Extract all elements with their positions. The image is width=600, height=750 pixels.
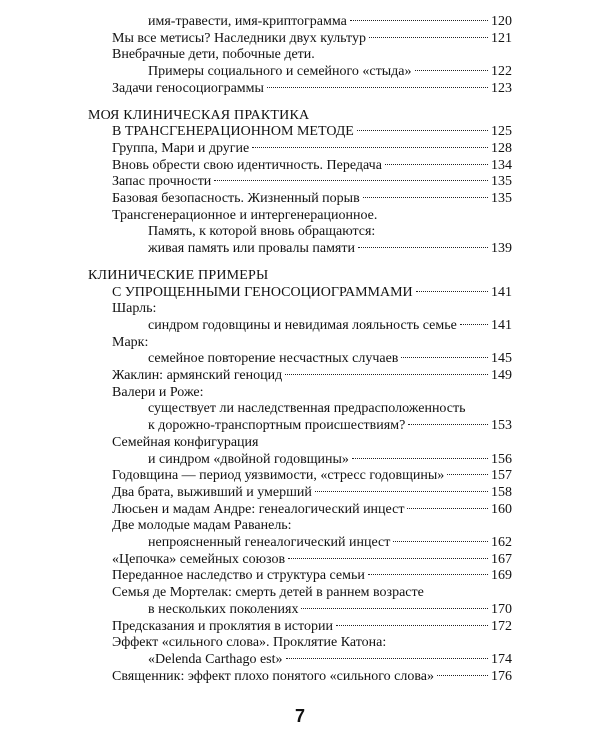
- toc-entry-page: 141: [491, 317, 512, 333]
- toc-entry-title: Валери и Роже:: [112, 384, 204, 400]
- toc-entry: [112, 619, 512, 635]
- toc-entry-title: Трансгенерационное и интергенерационное.: [112, 207, 378, 223]
- toc-entry: [148, 318, 512, 334]
- toc-entry: [112, 485, 512, 501]
- dot-leader: [447, 474, 488, 475]
- toc-entry: [112, 669, 512, 685]
- toc-entry: [148, 351, 512, 367]
- toc-entry-page: 157: [491, 468, 512, 484]
- toc-entry-title: и синдром «двойной годовщины»: [148, 451, 349, 467]
- toc-entry: [148, 535, 512, 551]
- section-title: МОЯ КЛИНИЧЕСКАЯ ПРАКТИКА: [88, 107, 310, 123]
- toc-entry-page: 176: [491, 668, 512, 684]
- toc-entry: [112, 31, 512, 47]
- toc-entry-title: Примеры социального и семейного «стыда»: [148, 64, 412, 80]
- dot-leader: [369, 37, 488, 38]
- toc-entry-title: семейное повторение несчастных случаев: [148, 351, 399, 367]
- toc-entry: [112, 335, 512, 351]
- dot-leader: [407, 508, 488, 509]
- toc-entry-title: Базовая безопасность. Жизненный порыв: [112, 191, 360, 206]
- dot-leader: [252, 147, 488, 148]
- toc-entry-page: 123: [491, 80, 512, 96]
- dot-leader: [352, 458, 488, 459]
- toc-entry: [148, 224, 512, 240]
- toc-entry-page: 125: [491, 124, 512, 140]
- toc-entry-page: 145: [491, 351, 512, 367]
- toc-entry: [112, 585, 512, 601]
- dot-leader: [350, 20, 488, 21]
- toc-entry: [112, 158, 512, 174]
- toc-entry-title: Запас прочности: [112, 174, 212, 190]
- toc-entry: [112, 141, 512, 157]
- toc-entry-page: 162: [491, 535, 512, 550]
- toc-entry-title: В ТРАНСГЕНЕРАЦИОННОМ МЕТОДЕ: [112, 124, 354, 140]
- toc-entry: [148, 401, 512, 417]
- toc-entry-title: Вновь обрести свою идентичность. Передача: [112, 157, 382, 173]
- toc-entry: [112, 518, 512, 534]
- toc-entry-page: 170: [491, 601, 512, 617]
- dot-leader: [415, 70, 489, 71]
- toc-entry-page: 120: [491, 14, 512, 29]
- toc-entry-title: к дорожно-транспортным происшествиям?: [148, 418, 406, 434]
- toc-entry-title: Переданное наследство и структура семьи: [112, 568, 365, 584]
- toc-entry-page: 122: [491, 64, 512, 80]
- dot-leader: [285, 374, 488, 375]
- dot-leader: [437, 675, 488, 676]
- toc-section-heading: [88, 268, 512, 284]
- toc-entry: [148, 452, 512, 468]
- toc-entry-page: 149: [491, 368, 512, 383]
- toc-entry-title: Мы все метисы? Наследники двух культур: [112, 30, 366, 46]
- toc-entry: [148, 64, 512, 80]
- toc-entry-page: 121: [491, 30, 512, 46]
- dot-leader: [358, 247, 488, 248]
- toc-entry: [112, 285, 512, 301]
- toc-entry-title: Священник: эффект плохо понятого «сильного слова»: [112, 668, 434, 684]
- toc-entry: [112, 301, 512, 317]
- toc-entry-page: 156: [491, 451, 512, 467]
- toc-entry: [112, 468, 512, 484]
- toc-entry: [112, 635, 512, 651]
- toc-entry-page: 158: [491, 484, 512, 500]
- toc-entry-page: 141: [491, 284, 512, 300]
- dot-leader: [315, 491, 488, 492]
- toc-entry-page: 153: [491, 418, 512, 434]
- toc-entry-title: имя-травести, имя-криптограмма: [148, 14, 347, 29]
- toc-entry-page: 135: [491, 174, 512, 190]
- toc-entry-title: Задачи геносоциограммы: [112, 80, 264, 96]
- toc-entry: [148, 602, 512, 618]
- toc-entry-title: Два брата, выживший и умерший: [112, 484, 312, 500]
- dot-leader: [416, 291, 488, 292]
- dot-leader: [363, 197, 488, 198]
- toc-entry-title: непроясненный генеалогический инцест: [148, 535, 391, 550]
- dot-leader: [393, 541, 488, 542]
- toc-entry: [148, 14, 512, 30]
- dot-leader: [385, 164, 488, 165]
- toc-entry: [112, 385, 512, 401]
- toc-entry-title: Годовщина — период уязвимости, «стресс годовщины»: [112, 468, 445, 484]
- toc-entry-page: 169: [491, 568, 512, 584]
- dot-leader: [301, 608, 488, 609]
- dot-leader: [267, 87, 488, 88]
- toc-entry-title: Люсьен и мадам Андре: генеалогический инцест: [112, 501, 405, 517]
- toc-entry-page: 172: [491, 618, 512, 634]
- toc-entry-title: живая память или провалы памяти: [148, 241, 355, 257]
- toc-entry: [148, 652, 512, 668]
- toc-entry-page: 134: [491, 157, 512, 173]
- dot-leader: [368, 574, 488, 575]
- toc-entry: [112, 124, 512, 140]
- toc-entry-page: 167: [491, 551, 512, 567]
- toc-entry-page: 139: [491, 241, 512, 257]
- toc-entry-title: Марк:: [112, 334, 149, 350]
- toc-entry-title: Шарль:: [112, 301, 157, 317]
- toc-entry-title: Жаклин: армянский геноцид: [112, 368, 283, 383]
- dot-leader: [460, 324, 488, 325]
- toc-entry-title: Две молодые мадам Раванель:: [112, 518, 292, 534]
- toc-entry: [148, 241, 512, 257]
- toc-entry-page: 135: [491, 191, 512, 206]
- toc-entry: [112, 174, 512, 190]
- toc-entry-title: в нескольких поколениях: [148, 601, 299, 617]
- toc-entry: [112, 47, 512, 63]
- toc-entry: [112, 552, 512, 568]
- toc-section-heading: [88, 108, 512, 124]
- toc-entry-page: 160: [491, 501, 512, 517]
- toc-entry: [148, 418, 512, 434]
- dot-leader: [336, 625, 488, 626]
- toc-entry-page: 174: [491, 651, 512, 667]
- toc-entry: [112, 81, 512, 97]
- toc-entry-title: Семья де Мортелак: смерть детей в раннем возрасте: [112, 585, 424, 601]
- dot-leader: [357, 130, 488, 131]
- page-number: 7: [294, 706, 305, 726]
- toc-entry-title: синдром годовщины и невидимая лояльность семье: [148, 317, 457, 333]
- toc-entry: [112, 502, 512, 518]
- dot-leader: [408, 424, 488, 425]
- toc-entry-page: 128: [491, 140, 512, 156]
- dot-leader: [401, 357, 488, 358]
- toc-entry: [112, 568, 512, 584]
- toc-entry-title: Предсказания и проклятия в истории: [112, 618, 333, 634]
- dot-leader: [286, 658, 488, 659]
- section-title: КЛИНИЧЕСКИЕ ПРИМЕРЫ: [88, 267, 269, 283]
- toc-entry: [112, 208, 512, 224]
- toc-entry-title: Группа, Мари и другие: [112, 140, 250, 156]
- dot-leader: [288, 558, 488, 559]
- toc-entry-title: Эффект «сильного слова». Проклятие Катона:: [112, 635, 387, 651]
- toc-entry-title: С УПРОЩЕННЫМИ ГЕНОСОЦИОГРАММАМИ: [112, 284, 413, 300]
- toc-entry-title: «Delenda Carthago est»: [148, 651, 283, 667]
- toc-entry-title: Память, к которой вновь обращаются:: [148, 224, 376, 240]
- dot-leader: [214, 180, 488, 181]
- toc-entry: [112, 368, 512, 384]
- toc-entry-title: «Цепочка» семейных союзов: [112, 551, 286, 567]
- toc-entry: [112, 191, 512, 207]
- toc-entry: [112, 435, 512, 451]
- toc-entry-title: Семейная конфигурация: [112, 434, 259, 450]
- toc-entry-title: Внебрачные дети, побочные дети.: [112, 47, 315, 63]
- toc-entry-title: существует ли наследственная предрасположенность: [148, 401, 466, 417]
